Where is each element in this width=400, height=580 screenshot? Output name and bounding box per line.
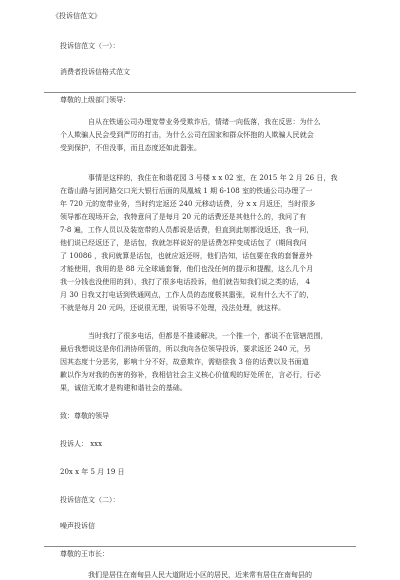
paragraph-line-partial: 我们是居住在南甸县人民大道附近小区的居民，近来常有居住在南甸县的 [88, 571, 312, 579]
paragraph-line: 歉以作为对我的伤害的弥补，我相信社会主义核心价值观的好处所在，言必行，行必 [60, 371, 321, 379]
paragraph-line: 领导都在现场开会，我特意问了是每月 20 元的话费还是其他什么的，我问了有 [60, 213, 307, 221]
paragraph-line: 月 30 日我又打电话到铁通网点，工作人员的态度极其嚣张，说有什么大不了的， [60, 291, 314, 299]
paragraph-line: 当时我打了很多电话，但都是不推诿解决，一个推一个，都说不在管辖范围， [88, 332, 328, 340]
paragraph-line: 我一分钱也没使用的到），我打了很多电话投诉，他们就告知我们说之类的话， 4 [60, 278, 311, 286]
paragraph-line: 才能使用，我用的是 88 元全球通套餐，他们也没任何的提示和提醒，这么几个月 [60, 265, 314, 273]
paragraph-line: 因其态度十分恶劣，影响十分不好，故意欺诈，需赔偿我 3 倍的话费以及书面道 [60, 358, 309, 366]
document-title: 《投诉信范文》 [52, 12, 101, 20]
section-heading-1: 投诉信范文（一）： [60, 42, 120, 50]
paragraph-line: 7-8 遍，工作人员以及装宽带的人员都说是话费，但直到此刻都没返还，我一问， [60, 226, 314, 234]
paragraph-line: 不就是每月 20 元吗，还说很无理，说领导不处理，没法处理，就这样。 [60, 304, 286, 312]
paragraph-line: 受到保护，不但没事，而且态度还如此嚣张。 [60, 144, 201, 152]
salutation-2: 尊敬的王市长： [60, 550, 109, 558]
closing-line: 致：尊敬的领导 [60, 412, 109, 420]
section-subheading-1: 消费者投诉信格式范文 [60, 68, 130, 76]
paragraph-line: 个人欺骗人民会受到严厉的打击，为什么公司在国家和群众怀抱的人欺骗人民就会 [60, 131, 314, 139]
section-subheading-2: 噪声投诉信 [60, 522, 95, 530]
paragraph-line: 事情是这样的，我住在和谐花园 3 号楼 x x 02 室，在 2015 年 2 月 26 日，我 [88, 174, 338, 182]
paragraph-line: 年 720 元的宽带业务，当时约定返还 240 元移动话费，分 x x 月返还，当时很多 [60, 200, 316, 208]
paragraph-line: 在谐山路与团河路交口光大银行后面的凤凰城 1 期 6-108 室的铁通公司办理了一 [60, 187, 313, 195]
date: 20x x 年 5 月 19 日 [60, 468, 125, 476]
divider [44, 92, 356, 93]
paragraph-line: 他们说已经返还了，是话包，我就怎样说好的是话费怎样变成话包了（期间我问 [60, 239, 307, 247]
paragraph-line: 了 10086 ，我问就算是话包，也就应返还呀，他们告知，话包要在我的套餐意外 [60, 252, 313, 260]
salutation: 尊敬的上级部门领导： [60, 96, 130, 104]
paragraph-line: 自从在铁通公司办理宽带业务受欺诈后，情绪一向低落，我在反思：为什么 [88, 118, 321, 126]
paragraph-line: 最后我想说这是你们消协所管的，所以我向各位领导投诉，要求返还 240 元，另 [60, 345, 311, 353]
section-heading-2: 投诉信范文（二）： [60, 496, 120, 504]
divider [44, 546, 356, 547]
signer: 投诉人： xxx [60, 440, 103, 448]
paragraph-line: 果，诚信无欺才是构建和谐社会的基础。 [60, 384, 187, 392]
